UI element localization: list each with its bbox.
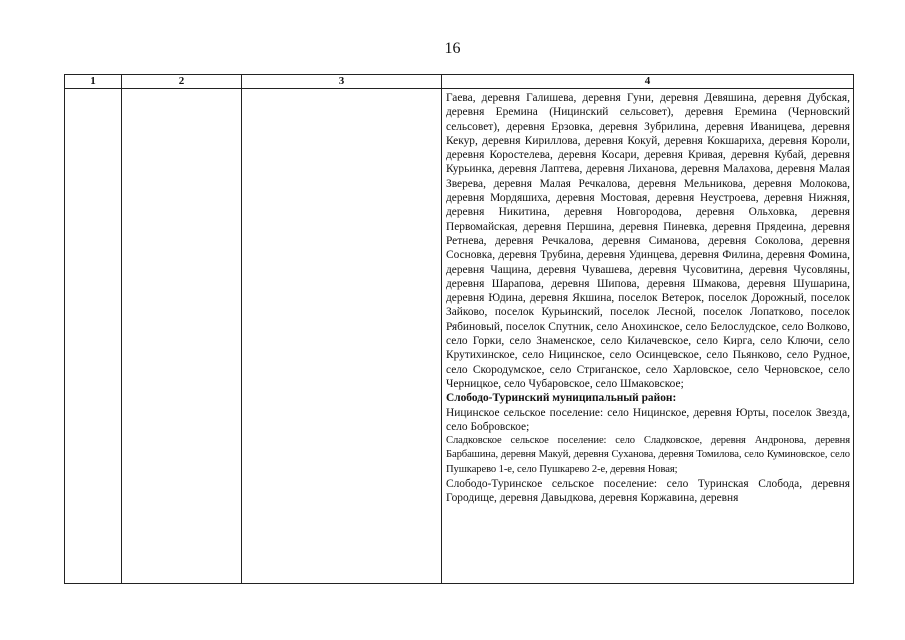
header-col-2: 2 xyxy=(122,75,242,89)
header-col-1: 1 xyxy=(65,75,122,89)
page-number: 16 xyxy=(444,40,461,57)
district-heading: Слободо-Туринский муниципальный район: xyxy=(446,392,677,405)
settlements-paragraph: Гаева, деревня Галишева, деревня Гуни, деревня Девяшина, деревня Дубская, деревня Еремина (Ницинский сельсовет), деревня Еремина (Черновский сельсовет), деревня Ерзовка, деревня Зубрилина, деревня Иваницева, деревня Кекур, деревня Кириллова, деревня Кокуй, деревня Кокшариха, деревня Короли, деревня Коростелева, деревня Косари, деревня Кривая, деревня Кубай, деревня Курьинка, деревня Лаптева, деревня Лиханова, деревня Малахова, деревня Малая Зверева, деревня Малая Речкалова, деревня Мельникова, деревня Молокова, деревня Мордяшиха, деревня Мостовая, деревня Неустроева, деревня Нижняя, деревня Никитина, деревня Новгородова, деревня Ольховка, деревня Первомайская, деревня Першина, деревня Пиневка, деревня Прядеина, деревня Ретнева, деревня Речкалова, деревня Симанова, деревня Соколова, деревня Сосновка, деревня Трубина, деревня Удинцева, деревня Филина, деревня Фомина, деревня Чащина, деревня Чувашева, деревня Чусовитина, деревня Чусовляны, деревня Шарапова, деревня Шипова, деревня Шмакова, деревня Шушарина, деревня Юдина, деревня Якшина, поселок Ветерок, поселок Дорожный, поселок Зайково, поселок Курьинский, поселок Лесной, поселок Лопатково, поселок Рябиновый, поселок Спутник, село Анохинское, село Белослудское, село Волково, село Горки, село Знаменское, село Килачевское, село Кирга, село Ключи, село Крутихинское, село Ницинское, село Осинцевское, село Пьянково, село Рудное, село Скородумское, село Стриганское, село Харловское, село Черновское, село Черницкое, село Чубаровское, село Шмаковское; xyxy=(446,92,850,390)
cell-col-1 xyxy=(65,89,122,584)
settlements-list xyxy=(442,89,853,581)
cell-col-3 xyxy=(242,89,442,584)
settlements-table xyxy=(64,74,854,584)
header-col-4: 4 xyxy=(442,75,854,89)
header-col-3: 3 xyxy=(242,75,442,89)
settlements-paragraph: Ницинское сельское поселение: село Ницинское, деревня Юрты, поселок Звезда, село Бобровское; xyxy=(446,406,850,433)
table-header-row xyxy=(65,75,854,89)
cell-col-4 xyxy=(442,89,854,584)
settlements-paragraph: Слободо-Туринское сельское поселение: село Туринская Слобода, деревня Городище, деревня Давыдкова, деревня Коржавина, деревня xyxy=(446,478,850,505)
settlements-paragraph: Сладковское сельское поселение: село Сладковское, деревня Андронова, деревня Барбашина, деревня Макуй, деревня Суханова, деревня Томилова, село Куминовское, село Пушкарево 1-е, село Пушкарево 2-е, деревня Новая; xyxy=(446,435,850,475)
cell-col-2 xyxy=(122,89,242,584)
table-row xyxy=(65,89,854,584)
